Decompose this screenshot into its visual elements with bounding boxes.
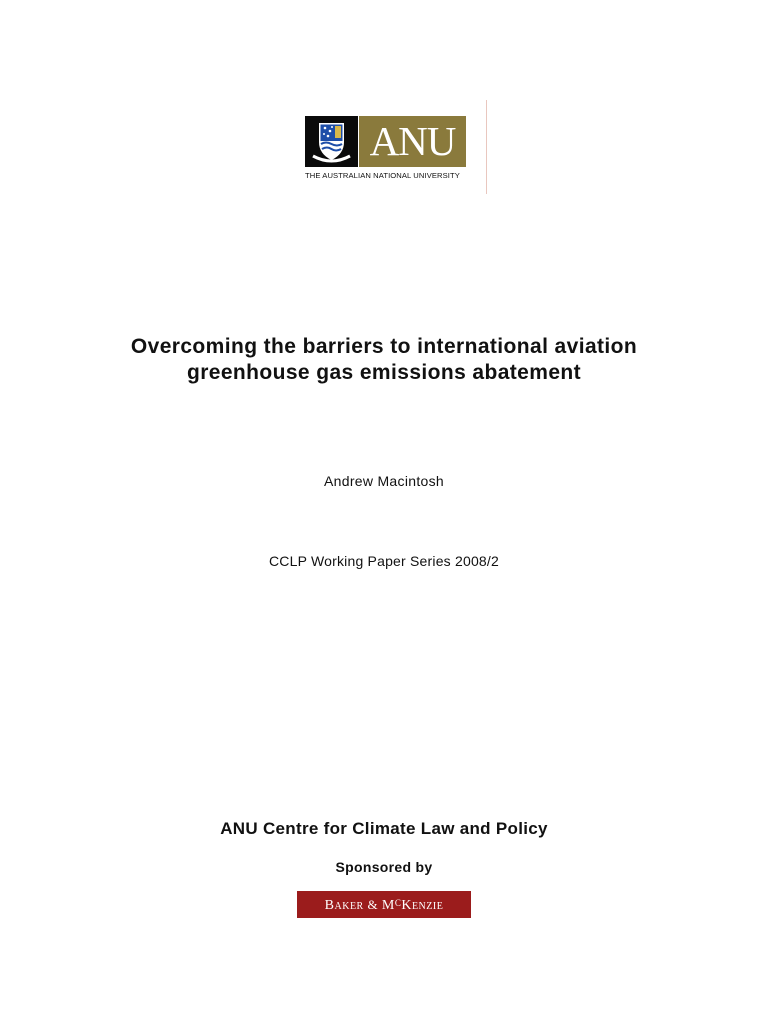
anu-crest-icon [305,116,358,167]
sponsored-by-label: Sponsored by [335,859,433,875]
paper-title: Overcoming the barriers to international aviation greenhouse gas emissions abatement [130,335,638,384]
logo-divider [486,100,487,194]
paper-series: CCLP Working Paper Series 2008/2 [268,553,499,569]
anu-wordmark: ANU [359,116,466,167]
author-name: Andrew Macintosh [324,473,444,489]
university-name: THE AUSTRALIAN NATIONAL UNIVERSITY [305,171,460,180]
sponsor-logo [297,891,471,918]
anu-logo [305,116,467,182]
centre-name: ANU Centre for Climate Law and Policy [220,819,548,838]
svg-text:BAKER & MCKENZIE: BAKER & $M^CKENZIE$ [324,897,444,913]
